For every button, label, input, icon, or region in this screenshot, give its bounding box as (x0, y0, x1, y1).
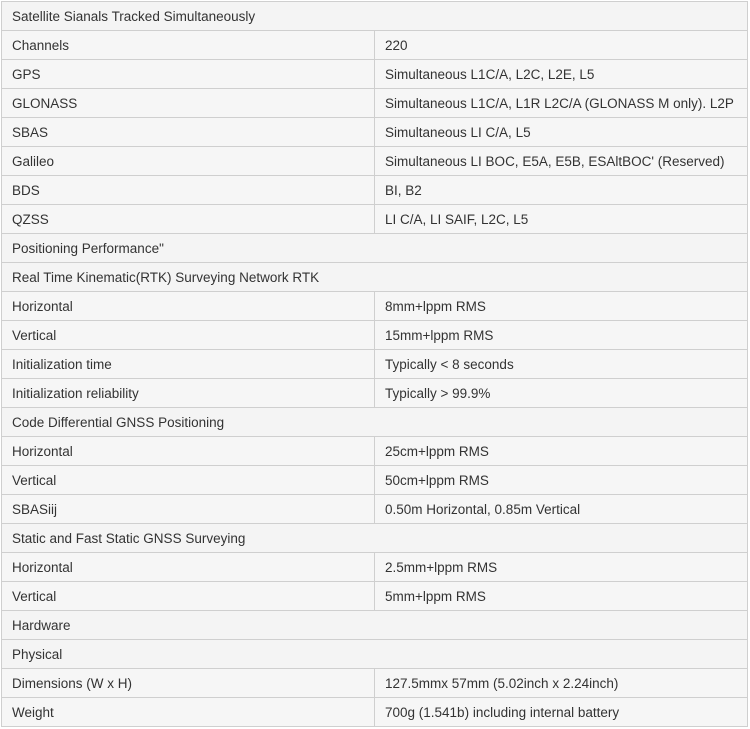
spec-row (2, 176, 748, 205)
section-heading-row (2, 263, 748, 292)
section-heading: Real Time Kinematic(RTK) Surveying Network RTK (2, 263, 748, 292)
spec-label: GPS (2, 60, 375, 89)
section-heading: Static and Fast Static GNSS Surveying (2, 524, 748, 553)
section-heading-row (2, 408, 748, 437)
section-heading-row (2, 611, 748, 640)
spec-row (2, 321, 748, 350)
section-heading: Physical (2, 640, 748, 669)
spec-label: Initialization reliability (2, 379, 375, 408)
section-heading: Hardware (2, 611, 748, 640)
spec-value: Simultaneous L1C/A, L2C, L2E, L5 (375, 60, 748, 89)
spec-value: Simultaneous LI C/A, L5 (375, 118, 748, 147)
spec-value: 15mm+lppm RMS (375, 321, 748, 350)
spec-value: 0.50m Horizontal, 0.85m Vertical (375, 495, 748, 524)
spec-label: GLONASS (2, 89, 375, 118)
spec-value: 127.5mmx 57mm (5.02inch x 2.24inch) (375, 669, 748, 698)
spec-label: Horizontal (2, 553, 375, 582)
spec-row (2, 582, 748, 611)
spec-row (2, 379, 748, 408)
spec-row (2, 89, 748, 118)
spec-row (2, 205, 748, 234)
section-heading-row (2, 524, 748, 553)
section-heading-row (2, 234, 748, 263)
spec-value: Simultaneous L1C/A, L1R L2C/A (GLONASS M only). L2P (375, 89, 748, 118)
spec-row (2, 31, 748, 60)
spec-label: BDS (2, 176, 375, 205)
spec-label: Channels (2, 31, 375, 60)
spec-row (2, 60, 748, 89)
spec-label: Horizontal (2, 292, 375, 321)
spec-row (2, 437, 748, 466)
spec-label: Dimensions (W x H) (2, 669, 375, 698)
spec-row (2, 466, 748, 495)
spec-value: 50cm+lppm RMS (375, 466, 748, 495)
spec-label: QZSS (2, 205, 375, 234)
spec-row (2, 698, 748, 727)
spec-row (2, 292, 748, 321)
spec-label: Horizontal (2, 437, 375, 466)
spec-row (2, 147, 748, 176)
spec-value: LI C/A, LI SAIF, L2C, L5 (375, 205, 748, 234)
section-heading-row (2, 640, 748, 669)
spec-label: Weight (2, 698, 375, 727)
spec-label: SBASiij (2, 495, 375, 524)
spec-label: Galileo (2, 147, 375, 176)
spec-value: 25cm+lppm RMS (375, 437, 748, 466)
spec-row (2, 350, 748, 379)
spec-row (2, 495, 748, 524)
spec-value: BI, B2 (375, 176, 748, 205)
spec-value: Typically > 99.9% (375, 379, 748, 408)
spec-value: Typically < 8 seconds (375, 350, 748, 379)
spec-label: Vertical (2, 466, 375, 495)
section-heading-row (2, 2, 748, 31)
spec-value: 2.5mm+lppm RMS (375, 553, 748, 582)
spec-row (2, 118, 748, 147)
spec-value: 5mm+lppm RMS (375, 582, 748, 611)
spec-table (1, 1, 748, 727)
section-heading: Code Differential GNSS Positioning (2, 408, 748, 437)
spec-table-body (2, 2, 748, 727)
spec-value: 8mm+lppm RMS (375, 292, 748, 321)
spec-label: SBAS (2, 118, 375, 147)
section-heading: Satellite Sianals Tracked Simultaneously (2, 2, 748, 31)
spec-value: 700g (1.541b) including internal battery (375, 698, 748, 727)
spec-label: Initialization time (2, 350, 375, 379)
spec-label: Vertical (2, 582, 375, 611)
spec-value: Simultaneous LI BOC, E5A, E5B, ESAltBOC' (Reserved) (375, 147, 748, 176)
section-heading: Positioning Performance" (2, 234, 748, 263)
spec-row (2, 669, 748, 698)
spec-value: 220 (375, 31, 748, 60)
spec-label: Vertical (2, 321, 375, 350)
spec-row (2, 553, 748, 582)
